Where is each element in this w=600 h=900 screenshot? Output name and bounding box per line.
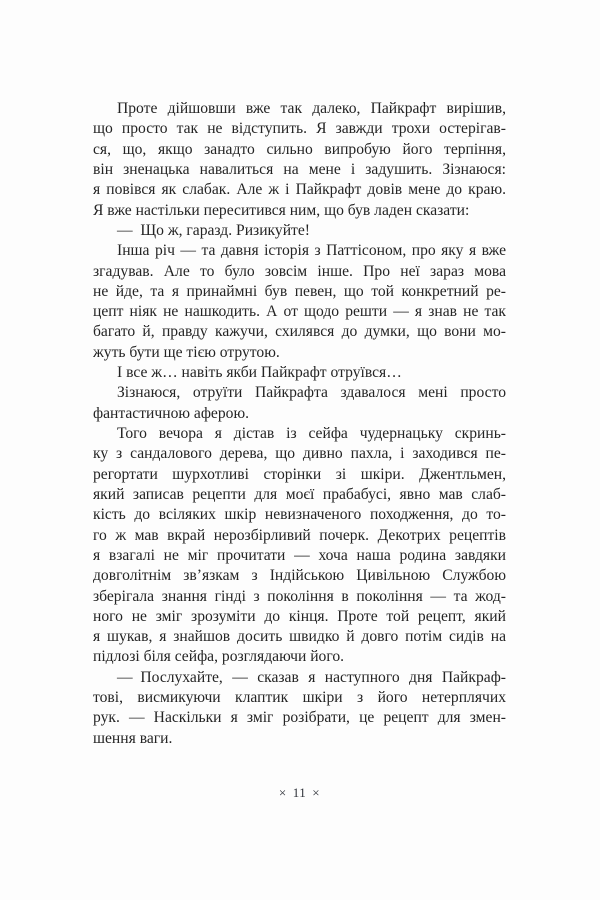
text-line: фантастичною аферою. — [93, 404, 249, 422]
text-line: регортати шурхотливі сторінки зі шкіри. Джентльмен, — [93, 465, 506, 483]
text-line: — Що ж, гаразд. Ризикуйте! — [117, 221, 310, 239]
text-line: рук. — Наскільки я зміг розібрати, це рецепт для змен- — [93, 709, 506, 727]
paragraph — [93, 99, 506, 221]
text-line: жуть бути ще тією отрутою. — [93, 343, 280, 361]
text-line: не йде, та я принаймні був певен, що той конкретний ре- — [93, 282, 506, 300]
text-line: Я вже настільки переситився ним, що був ладен сказати: — [93, 201, 470, 219]
paragraph — [93, 424, 506, 668]
text-line: що просто так не відступить. Я завжди трохи остерігав- — [93, 120, 506, 138]
text-line: кість до всіляких шкір невизначеного походження, до то- — [93, 506, 506, 524]
text-line: зберігала знання гінді з покоління в покоління — та жод- — [93, 587, 506, 605]
text-line: — Послухайте, — сказав я наступного дня Пайкраф- — [117, 668, 506, 686]
text-line: багато й, правду кажучи, схилявся до думки, що вони мо- — [93, 323, 506, 341]
text-line: я взагалі не міг прочитати — хоча наша родина завдяки — [93, 546, 506, 564]
text-line: ного не зміг зрозуміти до кінця. Проте той рецепт, який — [93, 607, 506, 625]
text-line: Того вечора я дістав із сейфа чудернацьку скринь- — [117, 425, 506, 442]
text-line: я шукав, я знайшов досить швидко й довго потім сидів на — [93, 628, 506, 646]
text-line: Інша річ — та давня історія з Паттісоном, про яку я вже — [117, 242, 506, 260]
text-line: я повівся як слабак. Але ж і Пайкрафт довів мене до краю. — [93, 181, 506, 199]
page-number: 11 — [292, 785, 307, 800]
paragraph — [93, 383, 506, 424]
text-line: підлозі біля сейфа, розглядаючи його. — [93, 648, 345, 666]
footer-ornament-right: × — [312, 785, 321, 800]
footer-ornament-left: × — [278, 785, 287, 800]
text-line: довголітнім зв’язкам з Індійською Цивільною Службою — [93, 567, 506, 585]
text-line: ся, що, якщо занадто сильно випробую його терпіння, — [93, 140, 506, 158]
text-line: І все ж… навіть якби Пайкрафт отруївся… — [117, 364, 402, 382]
dialogue-paragraph — [93, 221, 506, 241]
text-line: шення ваги. — [93, 729, 173, 747]
paragraph — [93, 363, 506, 383]
text-block — [93, 99, 506, 749]
text-line: він зненацька навалиться на мене і задушить. Зізнаюся: — [93, 160, 506, 178]
text-line: тові, висмикуючи клаптик шкіри з його нетерплячих — [93, 689, 506, 707]
text-line: Проте дійшовши вже так далеко, Пайкрафт вирішив, — [117, 100, 506, 117]
text-line: ку з сандалового дерева, що дивно пахла, і заходився пе- — [93, 445, 506, 463]
text-line: цепт ніяк не нашкодить. А от щодо решти — я знав не так — [93, 303, 506, 321]
paragraph — [93, 241, 506, 363]
text-line: го ж мав вкрай нерозбірливий почерк. Декотрих рецептів — [93, 526, 506, 544]
text-line: згадував. Але то було зовсім інше. Про неї зараз мова — [93, 262, 506, 280]
text-line: Зізнаюся, отруїти Пайкрафта здавалося мені просто — [117, 384, 506, 402]
page-number-footer — [93, 785, 506, 800]
dialogue-paragraph — [93, 668, 506, 749]
text-line: який записав рецепти для моєї прабабусі, явно мав слаб- — [93, 485, 506, 503]
